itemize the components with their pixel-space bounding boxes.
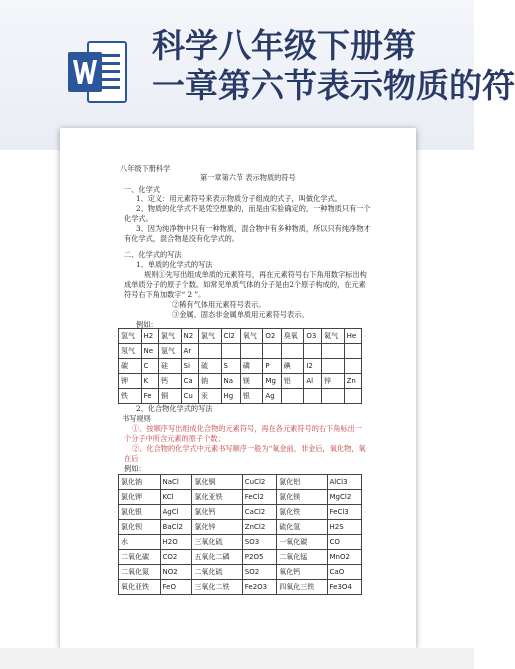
formula-cell: Ar bbox=[181, 344, 198, 359]
substance-name-cell: 氯气 bbox=[198, 329, 221, 344]
bottom-strip bbox=[0, 648, 474, 669]
formula-cell bbox=[263, 344, 281, 359]
substance-name-cell: 铝 bbox=[281, 374, 304, 389]
formula-cell: SO2 bbox=[242, 565, 276, 580]
substance-name-cell: 氯化铁 bbox=[277, 505, 327, 520]
paragraph-line: 成单质分子的原子个数。如常见单质气体的分子是由2个原子构成的，在元素 bbox=[124, 280, 366, 289]
formula-cell: Zn bbox=[344, 374, 361, 389]
formula-cell: FeO bbox=[160, 580, 192, 595]
paragraph-line: 有化学式，混合物是没有化学式的。 bbox=[124, 234, 240, 243]
doc-header: 八年级下册科学 bbox=[120, 164, 171, 173]
formula-cell: P2O5 bbox=[242, 550, 276, 565]
table-row bbox=[119, 565, 362, 580]
substance-name-cell: 一氧化碳 bbox=[277, 535, 327, 550]
formula-cell: Cu bbox=[181, 389, 198, 404]
paragraph-line: 规则①先写出组成单质的元素符号，再在元素符号右下角用数字标出构 bbox=[144, 270, 367, 279]
paragraph-line: 书写规则 bbox=[122, 414, 151, 423]
formula-cell: N2 bbox=[181, 329, 198, 344]
formula-cell: BaCl2 bbox=[160, 520, 192, 535]
formula-cell: H2O bbox=[160, 535, 192, 550]
paragraph-line: 2、物质的化学式不是凭空想象的，而是由实验确定的，一种物质只有一个 bbox=[136, 204, 371, 213]
formula-cell: KCl bbox=[160, 490, 192, 505]
formula-cell: FeCl2 bbox=[242, 490, 276, 505]
substance-name-cell: 银 bbox=[240, 389, 263, 404]
substance-name-cell: 二氧化氮 bbox=[119, 565, 161, 580]
substance-name-cell bbox=[322, 359, 345, 374]
substance-name-cell: 氯化铜 bbox=[192, 475, 242, 490]
formula-cell: O2 bbox=[263, 329, 281, 344]
formula-cell: CaO bbox=[327, 565, 361, 580]
formula-cell: NO2 bbox=[160, 565, 192, 580]
title-line-1: 科学八年级下册第 bbox=[152, 26, 416, 65]
table-row bbox=[119, 475, 362, 490]
substance-name-cell: 氯化锌 bbox=[192, 520, 242, 535]
formula-cell bbox=[304, 344, 322, 359]
section-2-heading: 二、化学式的写法 bbox=[124, 250, 182, 259]
formula-cell: He bbox=[344, 329, 361, 344]
paragraph-line: ③金属、固态非金属单质用元素符号表示。 bbox=[172, 310, 309, 319]
substance-name-cell: 三氧化硫 bbox=[192, 535, 242, 550]
substance-name-cell: 锌 bbox=[322, 374, 345, 389]
title-line-2: 一章第六节表示物质的符 bbox=[152, 66, 515, 105]
substance-name-cell: 氖气 bbox=[119, 344, 142, 359]
formula-cell: Fe3O4 bbox=[327, 580, 361, 595]
formula-cell: Cl2 bbox=[221, 329, 240, 344]
substance-name-cell bbox=[322, 344, 345, 359]
substance-name-cell: 钠 bbox=[198, 374, 221, 389]
paragraph-line: 个分子中所含元素的原子个数； bbox=[124, 434, 225, 443]
table-row bbox=[119, 550, 362, 565]
formula-cell: Ag bbox=[263, 389, 281, 404]
paragraph-line: 化学式。 bbox=[124, 214, 153, 223]
formula-cell bbox=[344, 359, 361, 374]
example-label: 例如： bbox=[124, 464, 146, 473]
formula-cell: Al bbox=[304, 374, 322, 389]
substance-name-cell: 氯化钙 bbox=[192, 505, 242, 520]
document-title bbox=[152, 26, 515, 106]
substance-name-cell: 氯化银 bbox=[119, 505, 161, 520]
substance-name-cell: 四氧化三铁 bbox=[277, 580, 327, 595]
formula-cell: CaCl2 bbox=[242, 505, 276, 520]
paragraph-line: 3、因为纯净物中只有一种物质，混合物中有多种物质，所以只有纯净物才 bbox=[136, 224, 371, 233]
substance-name-cell bbox=[281, 344, 304, 359]
table-row bbox=[119, 490, 362, 505]
paragraph-line: 在后 bbox=[124, 454, 139, 463]
document-page bbox=[60, 128, 416, 648]
formula-cell: H2 bbox=[141, 329, 158, 344]
section-1-heading: 一、化学式 bbox=[124, 185, 160, 194]
formula-cell: C bbox=[141, 359, 158, 374]
formula-cell: AgCl bbox=[160, 505, 192, 520]
substance-name-cell bbox=[281, 389, 304, 404]
substance-name-cell: 氯气 bbox=[159, 329, 182, 344]
substance-name-cell: 氯化亚铁 bbox=[192, 490, 242, 505]
table-row bbox=[119, 389, 362, 404]
table-row bbox=[119, 580, 362, 595]
formula-cell: CO bbox=[327, 535, 361, 550]
substance-name-cell: 氯化钾 bbox=[119, 490, 161, 505]
formula-cell: ZnCl2 bbox=[242, 520, 276, 535]
formula-cell: CuCl2 bbox=[242, 475, 276, 490]
formula-cell: S bbox=[221, 359, 240, 374]
formula-cell: P bbox=[263, 359, 281, 374]
substance-name-cell: 氩气 bbox=[159, 344, 182, 359]
substance-name-cell bbox=[240, 344, 263, 359]
substance-name-cell: 钙 bbox=[159, 374, 182, 389]
substance-name-cell: 钾 bbox=[119, 374, 142, 389]
formula-cell: SO3 bbox=[242, 535, 276, 550]
substance-name-cell: 铜 bbox=[159, 389, 182, 404]
substance-name-cell: 二氧化碳 bbox=[119, 550, 161, 565]
formula-cell: Ne bbox=[141, 344, 158, 359]
paragraph-line: 1、单质的化学式的写法 bbox=[136, 260, 213, 269]
formula-cell bbox=[344, 389, 361, 404]
formula-cell: Si bbox=[181, 359, 198, 374]
formula-cell: Fe bbox=[141, 389, 158, 404]
paragraph-line: ①、按顺序写出组成化合物的元素符号，再在各元素符号的右下角标出一 bbox=[132, 424, 363, 433]
word-document-icon bbox=[66, 38, 128, 106]
substance-name-cell: 碘 bbox=[281, 359, 304, 374]
formula-cell: AlCl3 bbox=[327, 475, 361, 490]
substance-name-cell bbox=[198, 344, 221, 359]
formula-cell: Hg bbox=[221, 389, 240, 404]
substance-name-cell: 氯化镁 bbox=[277, 490, 327, 505]
doc-title: 第一章第六节 表示物质的符号 bbox=[200, 173, 296, 182]
substance-name-cell: 硅 bbox=[159, 359, 182, 374]
substance-name-cell: 臭氧 bbox=[281, 329, 304, 344]
formula-cell: Fe2O3 bbox=[242, 580, 276, 595]
substance-name-cell: 磷 bbox=[240, 359, 263, 374]
paragraph-line: 1、定义：用元素符号来表示物质分子组成的式子，叫做化学式。 bbox=[136, 194, 342, 203]
formula-cell: Mg bbox=[263, 374, 281, 389]
substance-name-cell: 硫 bbox=[198, 359, 221, 374]
substance-name-cell: 二氧化锰 bbox=[277, 550, 327, 565]
formula-cell: MnO2 bbox=[327, 550, 361, 565]
example-label: 例如： bbox=[136, 320, 158, 329]
table-row bbox=[119, 344, 362, 359]
formula-cell: O3 bbox=[304, 329, 322, 344]
substance-name-cell: 氧化钙 bbox=[277, 565, 327, 580]
substance-name-cell: 氧气 bbox=[240, 329, 263, 344]
paragraph-line: ②稀有气体用元素符号表示。 bbox=[172, 300, 266, 309]
formula-cell bbox=[344, 344, 361, 359]
table-row bbox=[119, 374, 362, 389]
formula-cell: NaCl bbox=[160, 475, 192, 490]
substance-name-cell: 氯化钠 bbox=[119, 475, 161, 490]
paragraph-line: 2、化合物化学式的写法 bbox=[136, 404, 213, 413]
substance-name-cell: 水 bbox=[119, 535, 161, 550]
substance-name-cell: 氢气 bbox=[119, 329, 142, 344]
formula-cell: FeCl3 bbox=[327, 505, 361, 520]
compound-formula-table bbox=[118, 474, 362, 595]
substance-name-cell bbox=[322, 389, 345, 404]
element-symbol-table bbox=[118, 328, 362, 404]
substance-name-cell: 氯化钡 bbox=[119, 520, 161, 535]
table-row bbox=[119, 329, 362, 344]
substance-name-cell: 氯化铝 bbox=[277, 475, 327, 490]
table-row bbox=[119, 505, 362, 520]
formula-cell: Na bbox=[221, 374, 240, 389]
formula-cell: Ca bbox=[181, 374, 198, 389]
table-row bbox=[119, 359, 362, 374]
table-row bbox=[119, 535, 362, 550]
substance-name-cell: 硫化氢 bbox=[277, 520, 327, 535]
substance-name-cell: 氦气 bbox=[322, 329, 345, 344]
formula-cell bbox=[221, 344, 240, 359]
formula-cell: MgCl2 bbox=[327, 490, 361, 505]
substance-name-cell: 三氧化二铁 bbox=[192, 580, 242, 595]
table-row bbox=[119, 520, 362, 535]
substance-name-cell: 汞 bbox=[198, 389, 221, 404]
substance-name-cell: 五氧化二磷 bbox=[192, 550, 242, 565]
paragraph-line: ②、化合物的化学式中元素书写顺序一般为“氧金前，非金后，氧化物，氧 bbox=[132, 444, 366, 453]
substance-name-cell: 碳 bbox=[119, 359, 142, 374]
paragraph-line: 符号右下角加数字“ 2 ”。 bbox=[124, 290, 206, 299]
formula-cell: I2 bbox=[304, 359, 322, 374]
substance-name-cell: 铁 bbox=[119, 389, 142, 404]
formula-cell bbox=[304, 389, 322, 404]
substance-name-cell: 镁 bbox=[240, 374, 263, 389]
formula-cell: K bbox=[141, 374, 158, 389]
formula-cell: H2S bbox=[327, 520, 361, 535]
substance-name-cell: 氧化亚铁 bbox=[119, 580, 161, 595]
substance-name-cell: 二氧化硫 bbox=[192, 565, 242, 580]
formula-cell: CO2 bbox=[160, 550, 192, 565]
